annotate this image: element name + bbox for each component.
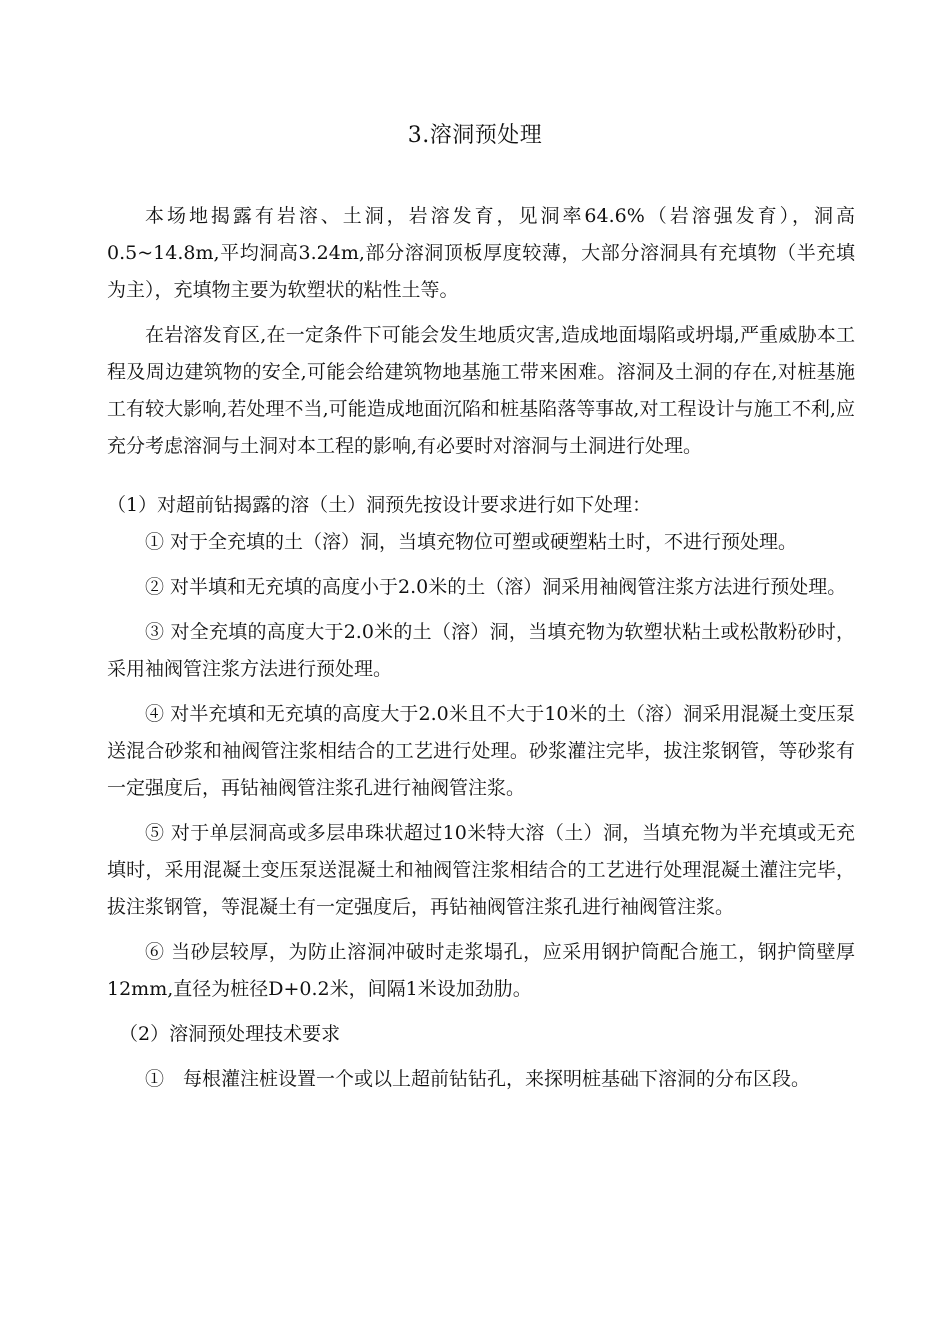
section-1-item-4: ④ 对半充填和无充填的高度大于2.0米且不大于10米的土（溶）洞采用混凝土变压泵送混合砂浆和袖阀管注浆相结合的工艺进行处理。砂浆灌注完毕，拔注浆钢管，等砂浆有一定强度后，再钻袖阀管注浆孔进行袖阀管注浆。 — [107, 703, 855, 799]
section-1-item-6: ⑥ 当砂层较厚，为防止溶洞冲破时走浆塌孔，应采用钢护筒配合施工，钢护筒壁厚12mm,直径为桩径D+0.2米，间隔1米设加劲肋。 — [107, 941, 855, 1000]
paragraph-karst-risk: 在岩溶发育区,在一定条件下可能会发生地质灾害,造成地面塌陷或坍塌,严重威胁本工程及周边建筑物的安全,可能会给建筑物地基施工带来困难。溶洞及土洞的存在,对桩基施工有较大影响,若处理不当,可能造成地面沉陷和桩基陷落等事故,对工程设计与施工不利,应充分考虑溶洞与土洞对本工程的影响,有必要时对溶洞与土洞进行处理。 — [107, 324, 855, 457]
section-1-item-1: ① 对于全充填的土（溶）洞，当填充物位可塑或硬塑粘土时，不进行预处理。 — [145, 531, 798, 553]
section-1-item-3: ③ 对全充填的高度大于2.0米的土（溶）洞，当填充物为软塑状粘土或松散粉砂时，采用袖阀管注浆方法进行预处理。 — [107, 621, 855, 680]
page-title: 3.溶洞预处理 — [407, 123, 543, 148]
paragraph-site-overview: 本场地揭露有岩溶、土洞，岩溶发育，见洞率64.6%（岩溶强发育），洞高0.5~14.8m,平均洞高3.24m,部分溶洞顶板厚度较薄，大部分溶洞具有充填物（半充填为主），充填物主要为软塑状的粘性土等。 — [107, 205, 855, 301]
section-2-item-1: ① 每根灌注桩设置一个或以上超前钻钻孔，来探明桩基础下溶洞的分布区段。 — [145, 1068, 811, 1090]
section-1-heading: （1）对超前钻揭露的溶（土）洞预先按设计要求进行如下处理： — [107, 494, 652, 516]
section-1-item-2: ② 对半填和无充填的高度小于2.0米的土（溶）洞采用袖阀管注浆方法进行预处理。 — [145, 576, 847, 598]
section-2-heading: （2）溶洞预处理技术要求 — [119, 1023, 341, 1045]
document-body — [107, 198, 855, 1098]
section-1-item-5: ⑤ 对于单层洞高或多层串珠状超过10米特大溶（土）洞，当填充物为半充填或无充填时，采用混凝土变压泵送混凝土和袖阀管注浆相结合的工艺进行处理混凝土灌注完毕，拔注浆钢管，等混凝土有一定强度后，再钻袖阀管注浆孔进行袖阀管注浆。 — [107, 822, 855, 918]
